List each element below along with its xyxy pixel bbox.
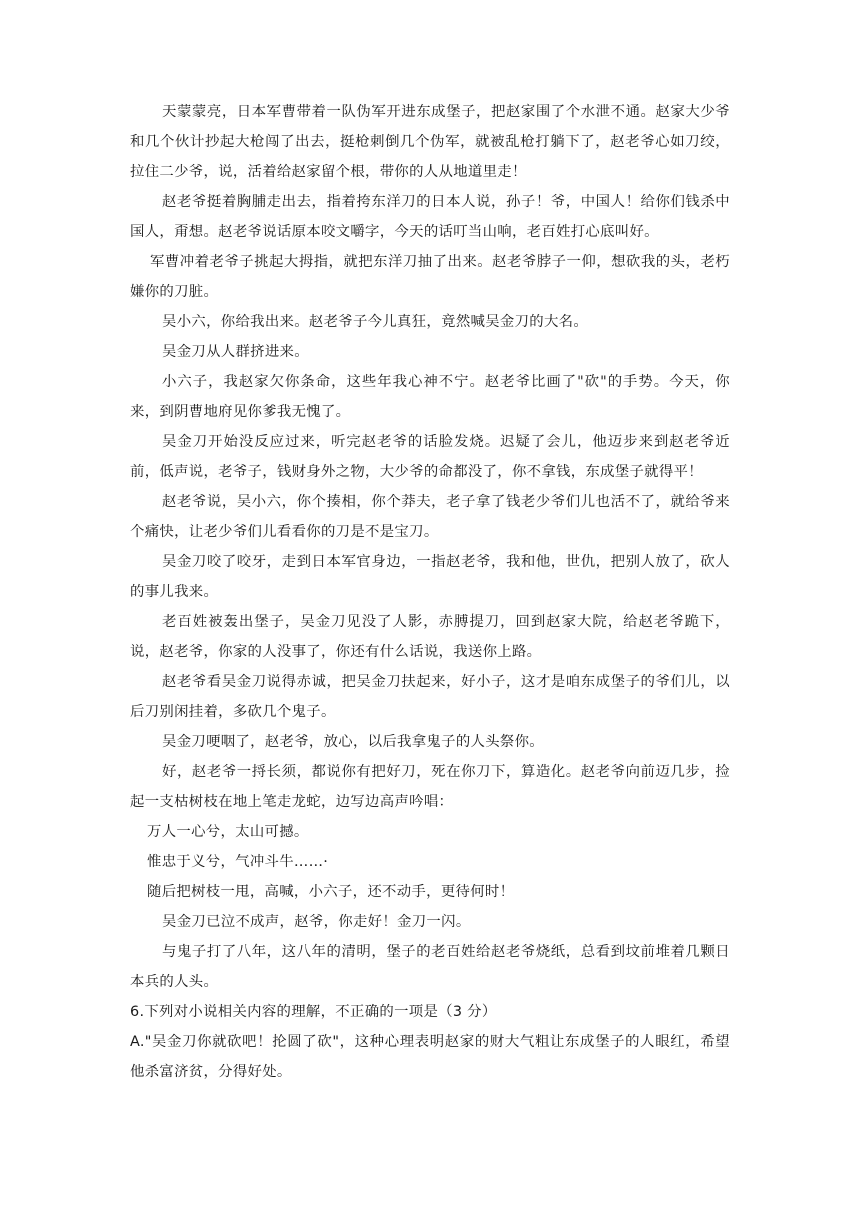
story-paragraph: 小六子，我赵家欠你条命，这些年我心神不宁。赵老爷比画了"砍"的手势。今天，你来，到阴曹地府见你爹我无愧了。 xyxy=(130,374,730,420)
question-stem: 6.下列对小说相关内容的理解，不正确的一项是（3 分） xyxy=(130,1004,497,1020)
poem-line: 惟忠于义兮，气冲斗牛……· xyxy=(147,854,329,870)
story-paragraph: 吴小六，你给我出来。赵老爷子今儿真狂，竟然喊吴金刀的大名。 xyxy=(162,314,589,330)
story-paragraph: 赵老爷挺着胸脯走出去，指着挎东洋刀的日本人说，孙子！爷，中国人！给你们钱杀中国人，甭想。赵老爷说话原本咬文嚼字，今天的话叮当山响，老百姓打心底叫好。 xyxy=(130,194,730,240)
story-paragraph: 吴金刀开始没反应过来，听完赵老爷的话脸发烧。迟疑了会儿，他迈步来到赵老爷近前，低声说，老爷子，钱财身外之物，大少爷的命都没了，你不拿钱，东成堡子就得平！ xyxy=(130,434,730,480)
question-option-a: A."吴金刀你就砍吧！抡圆了砍"，这种心理表明赵家的财大气粗让东成堡子的人眼红，希望他杀富济贫，分得好处。 xyxy=(130,1034,730,1080)
story-paragraph: 老百姓被轰出堡子，吴金刀见没了人影，赤膊提刀，回到赵家大院，给赵老爷跪下，说，赵老爷，你家的人没事了，你还有什么话说，我送你上路。 xyxy=(130,614,730,660)
story-paragraph: 随后把树枝一甩，高喊，小六子，还不动手，更待何时！ xyxy=(147,884,515,900)
poem-line: 万人一心兮，太山可撼。 xyxy=(147,824,309,840)
story-paragraph: 与鬼子打了八年，这八年的清明，堡子的老百姓给赵老爷烧纸，总看到坟前堆着几颗日本兵的人头。 xyxy=(130,944,730,990)
story-paragraph: 吴金刀咬了咬牙，走到日本军官身边，一指赵老爷，我和他，世仇，把别人放了，砍人的事儿我来。 xyxy=(130,554,730,600)
story-paragraph: 赵老爷说，吴小六，你个揍相，你个莽夫，老子拿了钱老少爷们儿也活不了，就给爷来个痛快，让老少爷们儿看看你的刀是不是宝刀。 xyxy=(130,494,730,540)
story-paragraph: 吴金刀已泣不成声，赵爷，你走好！金刀一闪。 xyxy=(162,914,471,930)
story-paragraph: 好，赵老爷一捋长须，都说你有把好刀，死在你刀下，算造化。赵老爷向前迈几步，捡起一支枯树枝在地上笔走龙蛇，边写边高声吟唱： xyxy=(130,764,730,810)
story-paragraph: 赵老爷看吴金刀说得赤诚，把吴金刀扶起来，好小子，这才是咱东成堡子的爷们儿，以后刀别闲挂着，多砍几个鬼子。 xyxy=(130,674,730,720)
story-paragraph: 天蒙蒙亮，日本军曹带着一队伪军开进东成堡子，把赵家围了个水泄不通。赵家大少爷和几个伙计抄起大枪闯了出去，挺枪刺倒几个伪军，就被乱枪打躺下了，赵老爷心如刀绞，拉住二少爷，说，活着给赵家留个根，带你的人从地道里走！ xyxy=(130,104,730,180)
story-paragraph: 军曹冲着老爷子挑起大拇指，就把东洋刀抽了出来。赵老爷脖子一仰，想砍我的头，老朽嫌你的刀脏。 xyxy=(130,254,730,300)
story-paragraph: 吴金刀哽咽了，赵老爷，放心，以后我拿鬼子的人头祭你。 xyxy=(162,734,544,750)
story-paragraph: 吴金刀从人群挤进来。 xyxy=(162,344,309,360)
